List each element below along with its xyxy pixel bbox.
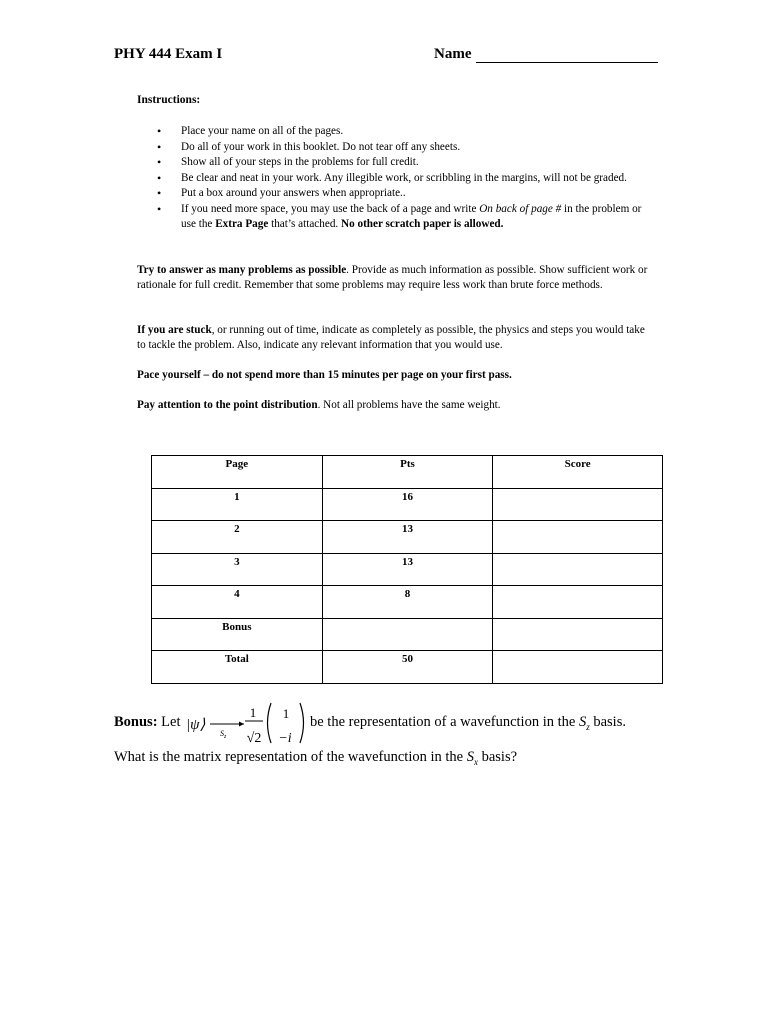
instructions-list bbox=[137, 124, 647, 233]
vector-bottom: −i bbox=[278, 731, 292, 746]
instruction-bold: No other scratch paper is allowed. bbox=[341, 218, 504, 230]
page-cell: 3 bbox=[152, 553, 323, 586]
instruction-item: • Show all of your steps in the problems for full credit. bbox=[137, 155, 647, 171]
table-header-row bbox=[152, 456, 663, 489]
paragraph-text: . Provide as much information as possible. Show sufficient work or rationale for full credit. Remember that some problems may require less work than brute force methods. bbox=[137, 264, 648, 292]
table-row bbox=[152, 488, 663, 521]
instruction-item: • Put a box around your answers when appropriate.. bbox=[137, 186, 647, 202]
paragraph-bold: Pace yourself – do not spend more than 15 minutes per page on your first pass. bbox=[137, 369, 512, 381]
paragraph-pace bbox=[137, 368, 649, 383]
points-cell: 13 bbox=[322, 521, 493, 554]
points-cell bbox=[322, 618, 493, 651]
bonus-label: Bonus: bbox=[114, 714, 158, 730]
points-cell: 8 bbox=[322, 586, 493, 619]
instruction-text: If you need more space, you may use the back of a page and write bbox=[181, 202, 480, 215]
fraction-denominator: √2 bbox=[246, 731, 262, 746]
exam-title: PHY 444 Exam I bbox=[114, 46, 223, 62]
ket-psi: |ψ⟩ bbox=[186, 717, 206, 733]
score-cell[interactable] bbox=[493, 488, 663, 521]
bonus-intro bbox=[114, 714, 180, 731]
question-subscript: x bbox=[473, 756, 478, 767]
paragraph-try bbox=[137, 263, 649, 293]
name-label: Name bbox=[434, 46, 472, 62]
paragraph-bold: Pay attention to the point distribution bbox=[137, 399, 318, 411]
bonus-text: basis. bbox=[589, 714, 626, 730]
paragraph-bold: Try to answer as many problems as possible bbox=[137, 264, 347, 276]
paragraph-stuck bbox=[137, 323, 649, 353]
table-row bbox=[152, 553, 663, 586]
score-cell[interactable] bbox=[493, 586, 663, 619]
instruction-italic: On back of page # bbox=[479, 202, 562, 215]
left-paren bbox=[268, 703, 272, 743]
table-row bbox=[152, 586, 663, 619]
points-cell: 50 bbox=[322, 651, 493, 684]
column-header: Page bbox=[152, 456, 323, 489]
paragraph-text: . Not all problems have the same weight. bbox=[317, 399, 501, 411]
instructions-title: Instructions: bbox=[137, 94, 201, 106]
question-text: What is the matrix representation of the wavefunction in the bbox=[114, 749, 467, 765]
question-text: basis? bbox=[477, 749, 518, 765]
table-row bbox=[152, 618, 663, 651]
page-cell: 1 bbox=[152, 488, 323, 521]
bonus-let: Let bbox=[161, 714, 181, 730]
arrow-icon bbox=[239, 722, 244, 727]
instruction-item: • Do all of your work in this booklet. Do not tear off any sheets. bbox=[137, 140, 647, 156]
page-cell: Total bbox=[152, 651, 323, 684]
paragraph-bold: If you are stuck bbox=[137, 324, 212, 336]
instruction-item: • Be clear and neat in your work. Any illegible work, or scribbling in the margins, will not be graded. bbox=[137, 171, 647, 187]
score-cell[interactable] bbox=[493, 553, 663, 586]
instruction-item bbox=[137, 202, 647, 233]
page-cell: 2 bbox=[152, 521, 323, 554]
basis-subscript: z bbox=[586, 721, 590, 732]
score-cell[interactable] bbox=[493, 651, 663, 684]
score-cell[interactable] bbox=[493, 521, 663, 554]
page-cell: 4 bbox=[152, 586, 323, 619]
instruction-text: in the problem or use the bbox=[181, 202, 642, 230]
column-header: Pts bbox=[322, 456, 493, 489]
points-cell: 16 bbox=[322, 488, 493, 521]
name-field bbox=[434, 46, 658, 63]
points-cell: 13 bbox=[322, 553, 493, 586]
paragraph-attention bbox=[137, 398, 649, 413]
page-cell: Bonus bbox=[152, 618, 323, 651]
right-paren bbox=[300, 703, 304, 743]
bonus-question-text bbox=[114, 749, 517, 767]
table-row bbox=[152, 521, 663, 554]
name-blank-line[interactable] bbox=[476, 46, 658, 63]
instruction-bold: Extra Page bbox=[215, 218, 269, 230]
instruction-item: • Place your name on all of the pages. bbox=[137, 124, 647, 140]
score-table bbox=[151, 455, 663, 684]
score-cell[interactable] bbox=[493, 618, 663, 651]
instruction-text: that’s attached. bbox=[268, 218, 342, 230]
fraction-numerator: 1 bbox=[249, 705, 257, 720]
question-variable: S bbox=[466, 749, 474, 765]
vector-top: 1 bbox=[282, 706, 290, 721]
paragraph-text: , or running out of time, indicate as completely as possible, the physics and steps you would take to tackle the problem. Also, indicate any relevant information that you would use. bbox=[137, 324, 645, 352]
bonus-text: be the representation of a wavefunction in the bbox=[310, 714, 579, 730]
table-row bbox=[152, 651, 663, 684]
arrow-subscript: $S_z$ bbox=[220, 729, 227, 740]
basis-variable: S bbox=[578, 714, 587, 730]
column-header: Score bbox=[493, 456, 663, 489]
bonus-statement bbox=[310, 714, 626, 732]
